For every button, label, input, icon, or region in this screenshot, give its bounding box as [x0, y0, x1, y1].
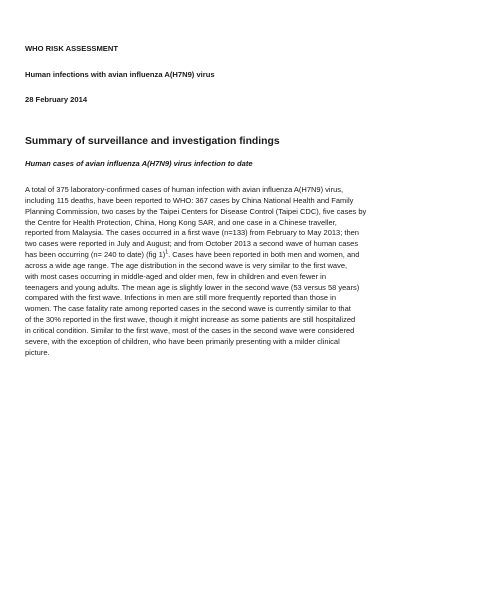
line-text: has been occurring (n= 240 to date) (fig 1) — [25, 250, 166, 260]
paragraph-line: of the 30% reported in the first wave, though it might increase as some patients are still hospitalized — [25, 315, 356, 325]
line-text: . Cases have been reported in both men and women, and — [168, 250, 360, 260]
document-date: 28 February 2014 — [25, 95, 88, 104]
paragraph-line: two cases were reported in July and August; and from October 2013 a second wave of human cases — [25, 239, 359, 249]
paragraph-line: A total of 375 laboratory-confirmed cases of human infection with avian influenza A(H7N9) virus, — [25, 185, 344, 194]
paragraph-line: the Centre for Health Protection, China, Hong Kong SAR, and one case in a Chinese traveller, — [25, 217, 337, 227]
paragraph-line: Planning Commission, two cases by the Taipei Centers for Disease Control (Taipei CDC), five cases by — [25, 206, 367, 216]
section-heading: Summary of surveillance and investigation findings — [25, 136, 280, 147]
paragraph-line: with most cases occurring in middle-aged and older men, few in children and even fewer in — [25, 271, 326, 281]
body-paragraph — [25, 185, 455, 359]
paragraph-line: in critical condition. Similar to the first wave, most of the cases in the second wave were considered — [25, 325, 355, 335]
paragraph-line: reported from Malaysia. The cases occurred in a first wave (n=133) from February to May 2013; then — [25, 228, 359, 238]
section-subheading: Human cases of avian influenza A(H7N9) virus infection to date — [25, 159, 253, 168]
paragraph-line: teenagers and young adults. The mean age is slightly lower in the second wave (53 versus 58 years) — [25, 282, 360, 292]
paragraph-line: picture. — [25, 347, 50, 357]
paragraph-line: compared with the first wave. Infections in men are still more frequently reported than those in — [25, 293, 336, 303]
paragraph-line: women. The case fatality rate among reported cases in the second wave is currently similar to that — [25, 304, 351, 314]
organization-heading: WHO RISK ASSESSMENT — [25, 44, 118, 53]
paragraph-line: severe, with the exception of children, who have been primarily presenting with a milder clinical — [25, 336, 340, 346]
footnote-reference: 1 — [165, 249, 169, 256]
paragraph-line: including 115 deaths, have been reported to WHO: 367 cases by China National Health and Family — [25, 195, 354, 205]
paragraph-line: across a wide age range. The age distribution in the second wave is very similar to the first wave, — [25, 260, 348, 270]
document-title: Human infections with avian influenza A(H7N9) virus — [25, 70, 215, 79]
paragraph-line — [25, 250, 455, 261]
